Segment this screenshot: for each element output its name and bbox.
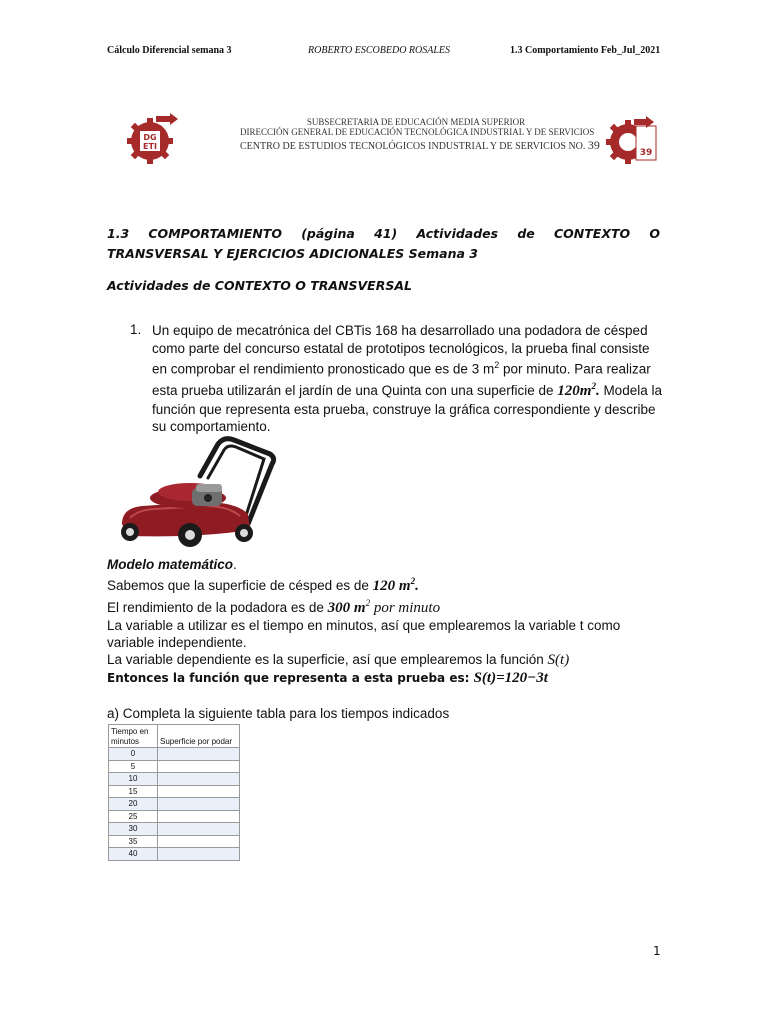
page-number: 1 [653, 944, 661, 958]
time-cell: 10 [109, 773, 158, 786]
problem-number: 1. [130, 322, 142, 337]
table-row [109, 760, 240, 773]
table-row [109, 798, 240, 811]
model-line-area: Sabemos que la superficie de césped es de 120 $m^2$. [107, 576, 419, 594]
time-cell: 30 [109, 823, 158, 836]
surface-cell[interactable] [158, 823, 240, 836]
model-line-dependent: La variable dependiente es la superficie, así que emplearemos la función S(t) [107, 652, 570, 668]
problem-statement: Un equipo de mecatrónica del CBTis 168 ha desarrollado una podadora de césped como parte del concurso estatal de prototipos tecnológicos, la prueba final consiste en comprobar el rendimiento pronosticado que es de 3 $m^2$ por minuto. Para realizar esta prueba utilizarán el jardín de una Quinta con una superficie de $120m^2$. Modela la función que representa esta prueba, construye la gráfica correspondiente y describe su comportamiento. [152, 323, 662, 434]
svg-text:ETI: ETI [143, 142, 157, 151]
model-heading: Modelo matemático. [107, 557, 237, 572]
table-row [109, 748, 240, 761]
time-surface-table [108, 724, 240, 861]
svg-text:DG: DG [143, 133, 157, 142]
table-header-time: Tiempo en minutos [109, 725, 158, 748]
table-row [109, 785, 240, 798]
time-cell: 35 [109, 835, 158, 848]
table-row [109, 823, 240, 836]
header-topic: 1.3 Comportamiento Feb_Jul_2021 [510, 45, 661, 56]
surface-cell[interactable] [158, 785, 240, 798]
question-a: a) Completa la siguiente tabla para los tiempos indicados [107, 706, 450, 721]
cetis-39-logo [606, 114, 658, 166]
time-cell: 15 [109, 785, 158, 798]
surface-cell[interactable] [158, 848, 240, 861]
surface-cell[interactable] [158, 798, 240, 811]
surface-cell[interactable] [158, 760, 240, 773]
surface-cell[interactable] [158, 773, 240, 786]
table-header-surface: Superficie por podar [158, 725, 240, 748]
dgeti-logo [126, 113, 178, 165]
time-cell: 0 [109, 748, 158, 761]
model-line-rate: El rendimiento de la podadora es de 300 $m^2$ por minuto [107, 598, 441, 616]
section-title: Actividades de CONTEXTO O TRANSVERSAL [107, 278, 412, 293]
time-cell: 25 [109, 810, 158, 823]
surface-cell[interactable] [158, 835, 240, 848]
table-row [109, 773, 240, 786]
model-line-variable: La variable a utilizar es el tiempo en minutos, así que emplearemos la variable t como [107, 618, 621, 633]
table-row [109, 810, 240, 823]
institution-line-3: CENTRO DE ESTUDIOS TECNOLÓGICOS INDUSTRIAL Y DE SERVICIOS NO. 39 [240, 138, 600, 152]
page-title: 1.3 COMPORTAMIENTO (página 41) Actividades de CONTEXTO O TRANSVERSAL Y EJERCICIOS ADICIONALES Semana 3 [107, 226, 660, 261]
model-function: Entonces la función que representa a esta prueba es: S(t)=120−3t [107, 670, 548, 686]
surface-cell[interactable] [158, 810, 240, 823]
table-header-row [109, 725, 240, 748]
header-course: Cálculo Diferencial semana 3 [107, 45, 232, 56]
institution-line-1: SUBSECRETARIA DE EDUCACIÓN MEDIA SUPERIOR [306, 117, 526, 127]
time-cell: 20 [109, 798, 158, 811]
lawn-mower-image [108, 432, 278, 550]
math-model-section [107, 556, 667, 687]
header-author: ROBERTO ESCOBEDO ROSALES [308, 45, 451, 56]
table-row [109, 835, 240, 848]
time-cell: 5 [109, 760, 158, 773]
model-line-independent: variable independiente. [107, 635, 247, 650]
table-row [109, 848, 240, 861]
institution-line-2: DIRECCIÓN GENERAL DE EDUCACIÓN TECNOLÓGICA INDUSTRIAL Y DE SERVICIOS [240, 127, 595, 137]
surface-cell[interactable] [158, 748, 240, 761]
svg-text:39: 39 [639, 148, 653, 158]
time-cell: 40 [109, 848, 158, 861]
